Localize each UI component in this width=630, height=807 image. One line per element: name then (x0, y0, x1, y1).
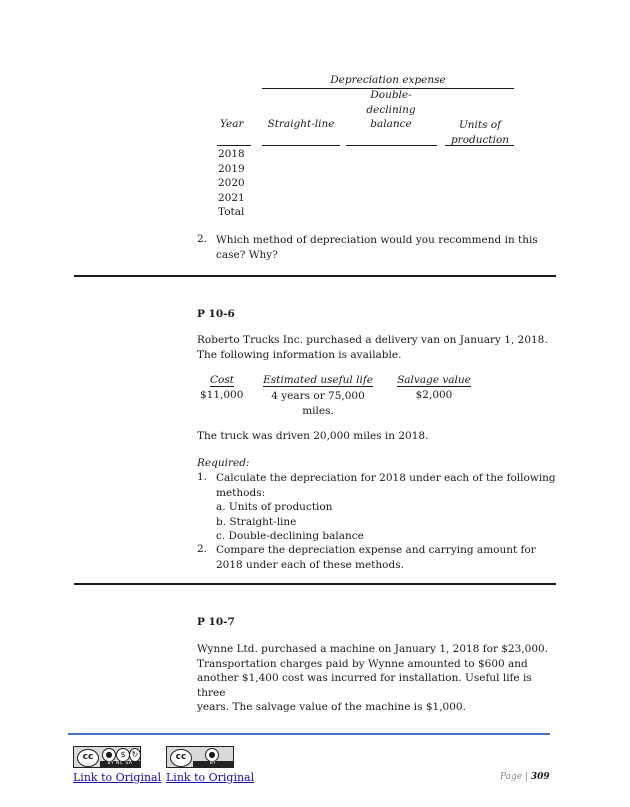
attribution-icon: ● (102, 748, 116, 762)
year-row: Total (218, 206, 245, 218)
p106-required: Required: (197, 457, 250, 469)
page-number: Page | 309 (500, 772, 550, 782)
year-row: 2019 (218, 162, 245, 175)
p106-heading: P 10-6 (197, 308, 235, 320)
sharealike-icon: ↻ (129, 748, 141, 762)
p106-driven: The truck was driven 20,000 miles in 2018. (197, 430, 429, 442)
p106-sublist (216, 500, 364, 544)
cc-icon: cc (77, 749, 99, 767)
attribution-icon: ● (205, 748, 219, 762)
cc-icon: cc (170, 749, 192, 767)
p106-header-salvage: Salvage value (397, 374, 471, 386)
q2-text: Which method of depreciation would you recommend in this case? Why? (216, 234, 538, 261)
q2-number: 2. (197, 233, 208, 245)
col-rule-units (445, 145, 514, 146)
noncommercial-icon: $ (116, 748, 130, 762)
section-divider (74, 583, 556, 585)
year-row: 2020 (218, 177, 245, 189)
p106-item1-text: Calculate the depreciation for 2018 under each of the following methods: (216, 472, 556, 499)
badge-tag: BY NC SA (100, 761, 140, 767)
link-to-original-1[interactable]: Link to Original (73, 771, 162, 784)
list-item: c. Double-declining balance (216, 530, 364, 542)
p106-item2-text: Compare the depreciation expense and carrying amount for 2018 under each of these methods. (216, 544, 536, 571)
table-group-header: Depreciation expense (330, 74, 446, 86)
p107-text: Wynne Ltd. purchased a machine on January 1, 2018 for $23,000. Transportation charges paid by Wynne amounted to $600 and another $1,400 cost was incurred for installation. Useful life is three years. The salvage value of the machine is $1,000. (197, 643, 549, 713)
list-item: b. Straight-line (216, 515, 297, 528)
cc-by-badge[interactable] (166, 746, 234, 768)
col-header-year: Year (220, 118, 244, 130)
p106-intro: Roberto Trucks Inc. purchased a delivery van on January 1, 2018. The following information is available. (197, 334, 548, 361)
link-to-original-2[interactable]: Link to Original (166, 771, 255, 784)
p106-header-life: Estimated useful life (263, 374, 373, 386)
col-header-straight-line: Straight-line (267, 118, 335, 130)
footer-rule (68, 733, 550, 735)
p107-heading: P 10-7 (197, 616, 235, 628)
year-row: 2021 (218, 191, 245, 204)
cc-by-nc-sa-badge[interactable] (73, 746, 141, 768)
p106-item2-number: 2. (197, 543, 208, 555)
col-rule-ddb (346, 145, 437, 146)
p106-value-cost: $11,000 (200, 389, 244, 401)
section-divider (74, 275, 556, 277)
col-header-units: Units of production (450, 119, 510, 146)
year-row: 2018 (218, 148, 245, 160)
col-header-ddb: Double- declining balance (366, 89, 416, 130)
year-rows (218, 147, 245, 220)
p106-value-salvage: $2,000 (415, 389, 453, 401)
badge-tag: BY (193, 761, 233, 767)
col-rule-year (217, 145, 251, 146)
col-rule-straight-line (262, 145, 340, 146)
list-item: a. Units of production (216, 501, 333, 513)
p106-value-life: 4 years or 75,000 miles. (271, 390, 365, 417)
p106-header-cost: Cost (210, 374, 234, 386)
p106-item1-number: 1. (197, 471, 208, 483)
